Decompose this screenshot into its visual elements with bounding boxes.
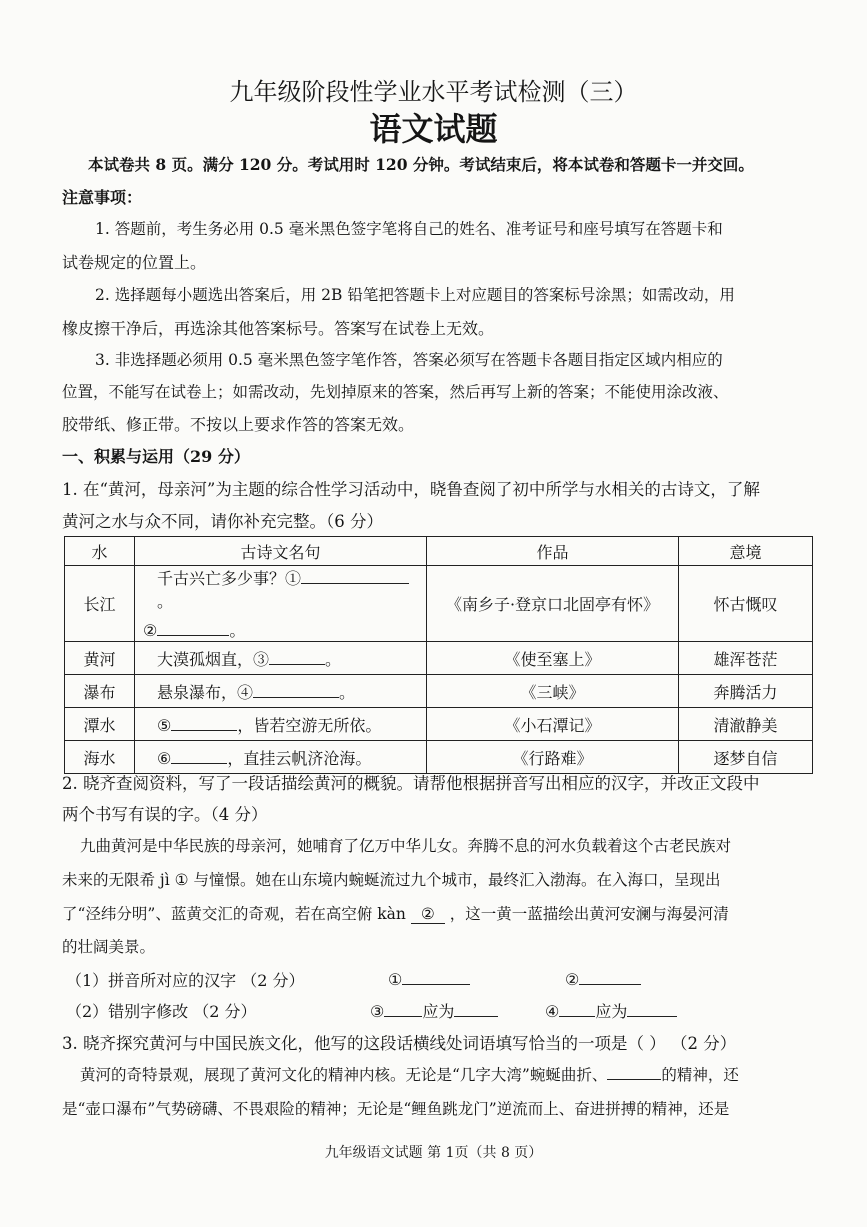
q2-passage-line-3 [62,902,729,924]
header-water: 水 [65,537,135,566]
pinyin-blank-2[interactable]: ② [411,905,445,924]
passage-text: 了“泾纬分明”、蓝黄交汇的奇观，若在高空俯 kàn [62,905,406,923]
subject-title: 语文试题 [369,110,498,148]
q1-stem-line-1: 1. 在“黄河，母亲河”为主题的综合性学习活动中，晓鲁查阅了初中所学与水相关的古诗文，了解 [62,480,760,499]
poem-line-cell [135,741,427,774]
water-cell: 瀑布 [65,675,135,708]
note-3-line-2: 位置，不能写在试卷上；如需改动，先划掉原来的答案，然后再写上新的答案；不能使用涂改液、 [62,383,729,401]
circle-number: ② [565,970,580,989]
q3-passage-line-2: 是“壶口瀑布”气势磅礴、不畏艰险的精神；无论是“鲤鱼跳龙门”逆流而上、奋进拼搏的精神，还是 [62,1100,730,1118]
q2-passage-line-1: 九曲黄河是中华民族的母亲河，她哺育了亿万中华儿女。奔腾不息的河水负载着这个古老民族对 [80,837,732,855]
table-row [65,741,813,774]
poem-line-text: 大漠孤烟直，③ [157,649,270,669]
work-cell: 《南乡子·登京口北固亭有怀》 [427,566,679,642]
answer-blank[interactable] [157,619,229,636]
answer-blank[interactable] [171,747,227,764]
water-cell: 黄河 [65,642,135,675]
poem-line-text: ，皆若空游无所依。 [237,715,382,735]
poem-line-cell [135,566,427,642]
circle-number: ③ [370,1002,385,1021]
water-cell: 海水 [65,741,135,774]
answer-blank[interactable] [171,714,237,731]
passage-text: 的精神，还 [661,1066,739,1084]
table-row [65,708,813,741]
answer-blank[interactable] [627,1000,677,1017]
header-work: 作品 [427,537,679,566]
q2-sub-2-answer-b [545,999,677,1022]
punctuation: 。 [339,682,356,702]
table-header-row [65,537,813,566]
table-row [65,566,813,642]
note-2-line-2: 橡皮擦干净后，再选涂其他答案标号。答案写在试卷上无效。 [62,319,495,338]
poem-line-text: ⑥ [157,748,172,768]
answer-blank[interactable] [607,1064,661,1081]
answer-blank[interactable] [579,968,641,985]
water-cell: 长江 [65,566,135,642]
passage-text: 黄河的奇特景观，展现了黄河文化的精神内核。无论是“几字大湾”蜿蜒曲折、 [80,1066,608,1084]
poem-line-cell [135,708,427,741]
work-cell: 《行路难》 [427,741,679,774]
q3-passage-line-1 [80,1063,739,1085]
mood-cell: 雄浑苍茫 [679,642,813,675]
note-2-line-1: 2. 选择题每小题选出答案后，用 2B 铅笔把答题卡上对应题目的答案标号涂黑；如需改动，用 [95,286,735,304]
poem-line-text: ，直挂云帆济沧海。 [227,748,372,768]
header-poem-line: 古诗文名句 [135,537,427,566]
q2-sub-1-label: （1）拼音所对应的汉字 （2 分） [66,971,305,990]
section-1-heading: 一、积累与运用（29 分） [62,447,250,466]
answer-blank[interactable] [559,1000,595,1017]
answer-blank[interactable] [402,968,470,985]
table-row [65,675,813,708]
q2-sub-2-answer-a [370,999,498,1022]
q2-stem-line-1: 2. 晓齐查阅资料，写了一段话描绘黄河的概貌。请帮他根据拼音写出相应的汉字，并改正文段中 [62,774,760,793]
q2-sub-1-answer-a [388,968,470,989]
q2-sub-2-label: （2）错别字修改 （2 分） [66,1002,257,1021]
poem-line-text: 千古兴亡多少事？① [157,569,302,588]
q2-stem-line-2: 两个书写有误的字。（4 分） [62,805,268,824]
note-3-line-1: 3. 非选择题必须用 0.5 毫米黑色签字笔作答，答案必须写在答题卡各题目指定区域内相应的 [95,351,723,369]
notes-heading: 注意事项： [62,188,143,207]
poem-line-text: ② [143,621,158,640]
circle-number: ① [388,970,403,989]
work-cell: 《三峡》 [427,675,679,708]
water-cell: 潭水 [65,708,135,741]
answer-blank[interactable] [269,648,325,665]
q2-passage-line-2: 未来的无限希 jì ① 与憧憬。她在山东境内蜿蜒流过九个城市，最终汇入渤海。在入海口，呈现出 [62,871,721,889]
circle-number: ④ [545,1002,560,1021]
note-1-line-1: 1. 答题前，考生务必用 0.5 毫米黑色签字笔将自己的姓名、准考证号和座号填写在答题卡和 [95,220,723,238]
work-cell: 《使至塞上》 [427,642,679,675]
punctuation: 。 [157,592,174,611]
poem-line-cell [135,675,427,708]
answer-blank[interactable] [384,1000,422,1017]
passage-text: ，这一黄一蓝描绘出黄河安澜与海晏河清 [449,905,729,923]
note-1-line-2: 试卷规定的位置上。 [62,253,207,272]
q2-sub-1-answer-b [565,968,641,989]
poem-line-cell [135,642,427,675]
table-row [65,642,813,675]
q2-passage-line-4: 的壮阔美景。 [62,938,156,956]
answer-blank[interactable] [301,567,409,584]
work-cell: 《小石潭记》 [427,708,679,741]
header-mood: 意境 [679,537,813,566]
exam-title: 九年级阶段性学业水平考试检测（三） [229,78,638,106]
exam-intro: 本试卷共 8 页。满分 120 分。考试用时 120 分钟。考试结束后，将本试卷和答题卡一并交回。 [88,155,754,174]
poem-table [64,536,813,774]
note-3-line-3: 胶带纸、修正带。不按以上要求作答的答案无效。 [62,415,415,434]
mood-cell: 逐梦自信 [679,741,813,774]
mood-cell: 怀古慨叹 [679,566,813,642]
answer-blank[interactable] [454,1000,498,1017]
poem-line-text: 悬泉瀑布，④ [157,682,254,702]
should-be-label: 应为 [595,1002,628,1021]
punctuation: 。 [229,621,246,640]
should-be-label: 应为 [422,1002,455,1021]
q1-stem-line-2: 黄河之水与众不同，请你补充完整。（6 分） [62,512,383,531]
mood-cell: 奔腾活力 [679,675,813,708]
punctuation: 。 [325,649,342,669]
page-footer: 九年级语文试题 第 1页（共 8 页） [324,1145,543,1161]
mood-cell: 清澈静美 [679,708,813,741]
answer-blank[interactable] [253,681,339,698]
poem-line-text: ⑤ [157,715,172,735]
q3-stem: 3. 晓齐探究黄河与中国民族文化，他写的这段话横线处词语填写恰当的一项是（ ） （2 分） [62,1034,737,1053]
